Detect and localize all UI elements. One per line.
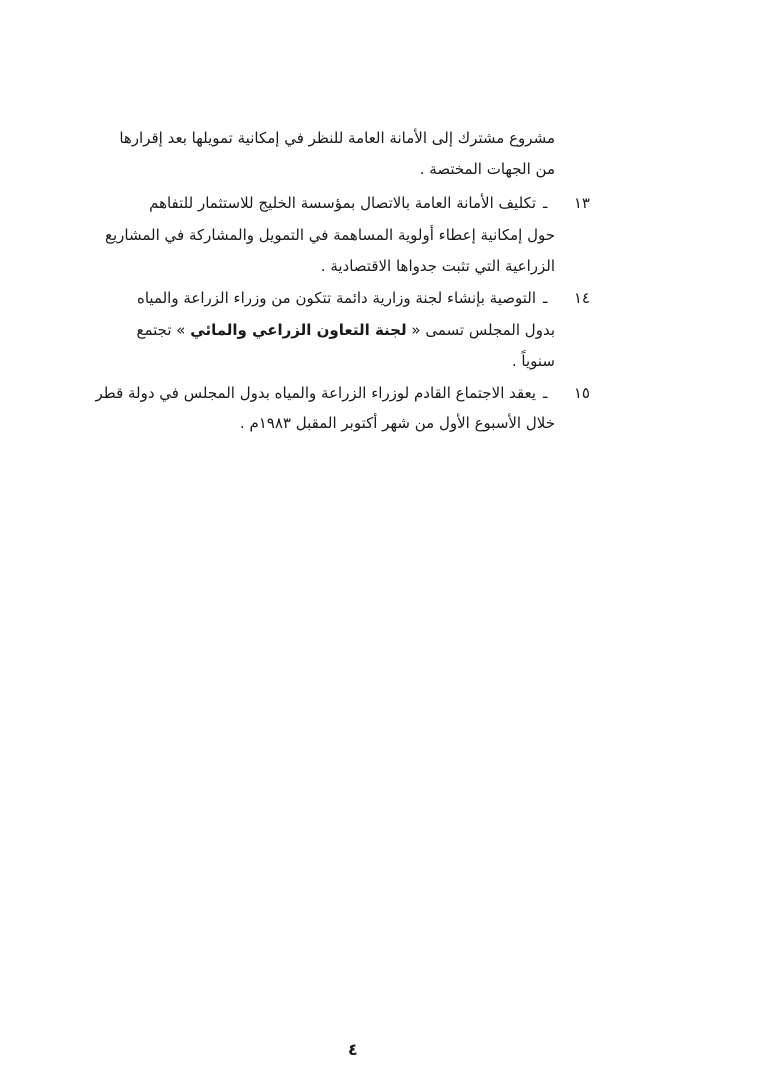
paragraph-line [136,320,555,340]
paragraph-line: الزراعية التي تثبت جدواها الاقتصادية . [320,257,555,275]
paragraph-line: مشروع مشترك إلى الأمانة العامة للنظر في إمكانية تمويلها بعد إقرارها [119,129,555,147]
paragraph-line: يعقد الاجتماع القادم لوزراء الزراعة والمياه بدول المجلس في دولة قطر [95,384,536,402]
paragraph-line: حول إمكانية إعطاء أولوية المساهمة في التمويل والمشاركة في المشاريع [105,226,555,244]
paragraph-line: سنوياً . [511,352,555,370]
item-dash: ـ [543,289,548,307]
committee-name: لجنة التعاون الزراعي والمائي [190,321,407,339]
text-segment: » تجتمع [136,321,186,339]
item-number: ١٥ [573,384,590,402]
page-number: ٤ [348,1040,358,1059]
item-dash: ـ [543,194,548,212]
paragraph-line: خلال الأسبوع الأول من شهر أكتوبر المقبل ١٩٨٣م . [239,414,555,432]
item-number: ١٣ [573,194,590,212]
paragraph-line: التوصية بإنشاء لجنة وزارية دائمة تتكون من وزراء الزراعة والمياه [136,289,536,307]
item-dash: ـ [543,384,548,402]
item-number: ١٤ [573,289,590,307]
text-segment: بدول المجلس تسمى « [411,321,555,339]
paragraph-line: من الجهات المختصة . [419,160,555,178]
paragraph-line: تكليف الأمانة العامة بالاتصال بمؤسسة الخليج للاستثمار للتفاهم [149,194,536,212]
